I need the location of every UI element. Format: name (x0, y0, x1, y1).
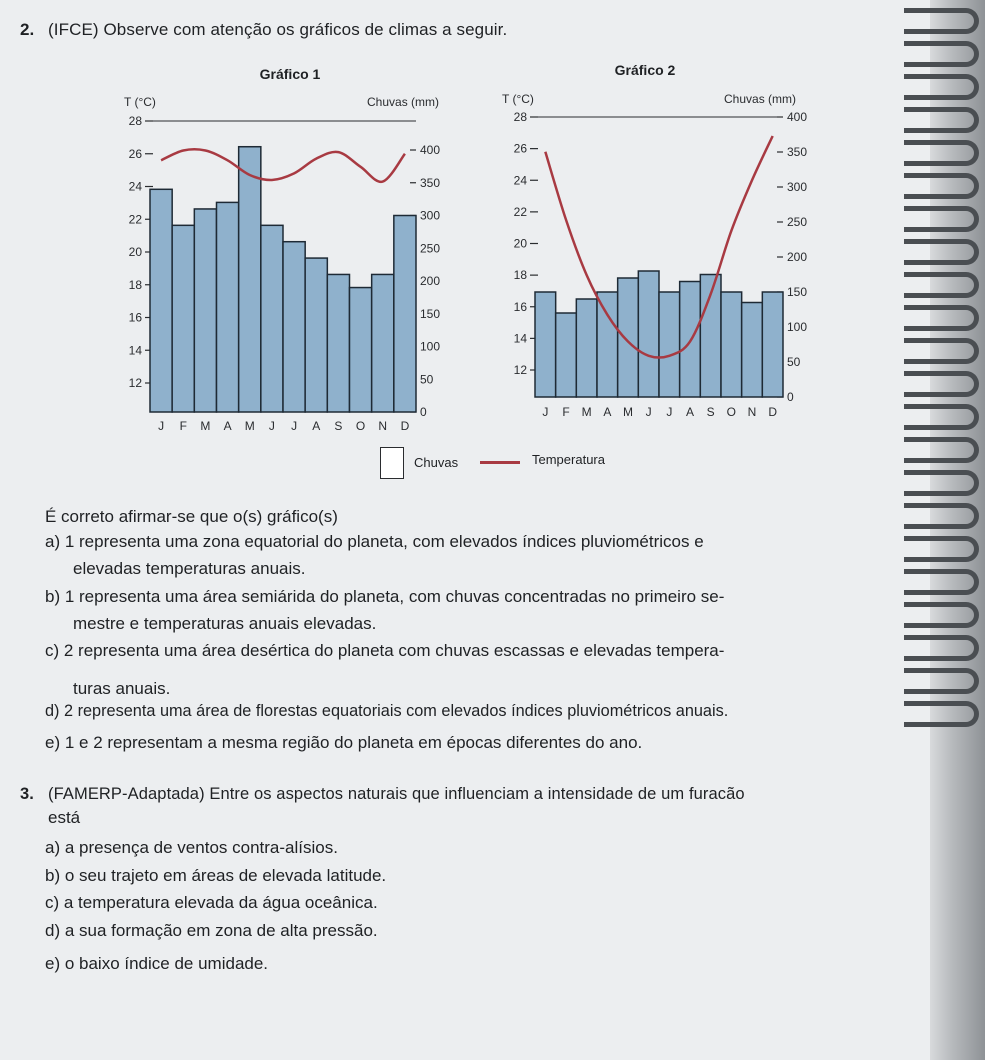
bar-chuvas (535, 292, 556, 397)
x-tick-label: M (581, 405, 592, 419)
y-right-tick-label: 50 (787, 355, 801, 369)
q2-option-b-cont: mestre e temperaturas anuais elevadas. (73, 614, 377, 633)
y-right-tick-label: 400 (420, 143, 441, 157)
spiral-ring (904, 206, 979, 232)
y-right-tick-label: 150 (787, 285, 808, 299)
q2-option-e: e) 1 e 2 representam a mesma região do planeta em épocas diferentes do ano. (45, 733, 643, 752)
bar-chuvas (597, 292, 618, 397)
y-left-axis-label: T (°C) (502, 92, 534, 106)
question-3-heading (20, 785, 745, 804)
question-number: 2. (20, 20, 35, 39)
y-left-tick-label: 24 (513, 173, 527, 188)
legend-line-label: Temperatura (532, 452, 605, 467)
bar-chuvas (721, 292, 742, 397)
spiral-ring (904, 635, 979, 661)
bar-chuvas (261, 225, 283, 412)
y-left-tick-label: 26 (128, 146, 142, 161)
y-left-tick-label: 22 (128, 212, 142, 227)
spiral-ring (904, 668, 979, 694)
y-right-tick-label: 50 (420, 372, 434, 387)
bar-chuvas (194, 209, 216, 412)
y-left-tick-label: 20 (128, 245, 142, 259)
question-2-heading (20, 20, 507, 40)
x-tick-label: O (355, 419, 366, 433)
chart-1-title: Gráfico 1 (259, 66, 321, 82)
bar-chuvas (350, 288, 372, 412)
spiral-ring (904, 569, 979, 595)
bar-chuvas (283, 242, 305, 412)
bar-chuvas (742, 303, 763, 398)
y-right-tick-label: 250 (787, 215, 808, 229)
x-tick-label: J (542, 405, 549, 419)
x-tick-label: S (334, 419, 343, 433)
y-left-axis-label: T (°C) (124, 95, 156, 109)
bar-chuvas (150, 189, 172, 412)
spiral-ring (904, 173, 979, 199)
spiral-ring (904, 305, 979, 331)
bar-chuvas (305, 258, 327, 412)
q2-stem: É correto afirmar-se que o(s) gráfico(s) (45, 507, 338, 526)
y-left-tick-label: 14 (513, 331, 527, 346)
legend-bar-label: Chuvas (414, 455, 459, 470)
q2-option-a: a) 1 representa uma zona equatorial do planeta, com elevados índices pluviométricos e (45, 532, 704, 551)
spiral-ring (904, 602, 979, 628)
y-right-tick-label: 300 (420, 208, 441, 223)
spiral-ring (904, 272, 979, 298)
bar-chuvas (638, 271, 659, 397)
q2-option-c: c) 2 representa uma área desértica do planeta com chuvas escassas e elevadas tempera- (45, 641, 725, 660)
spiral-ring (904, 338, 979, 364)
bar-chuvas (239, 147, 261, 412)
y-left-tick-label: 12 (128, 376, 142, 390)
spiral-ring (904, 41, 979, 67)
q3-option-c: c) a temperatura elevada da água oceânica. (45, 893, 378, 912)
y-right-tick-label: 150 (420, 306, 441, 321)
x-tick-label: J (645, 405, 652, 419)
x-tick-label: J (291, 419, 298, 433)
x-tick-label: F (179, 419, 187, 433)
y-left-tick-label: 16 (513, 299, 527, 314)
x-tick-label: F (562, 405, 570, 419)
y-right-tick-label: 100 (420, 339, 441, 354)
spiral-ring (904, 437, 979, 463)
q2-option-a-cont: elevadas temperaturas anuais. (73, 559, 306, 578)
y-right-tick-label: 100 (787, 320, 808, 334)
bar-chuvas (576, 299, 597, 397)
q2-option-d: d) 2 representa uma área de florestas equatoriais com elevados índices pluviométricos anuais. (45, 702, 729, 720)
q3-option-a: a) a presença de ventos contra-alísios. (45, 838, 338, 857)
spiral-ring (904, 536, 979, 562)
x-tick-label: M (200, 419, 211, 433)
y-left-tick-label: 26 (513, 141, 527, 156)
bar-chuvas (556, 313, 577, 397)
y-right-tick-label: 250 (420, 241, 441, 256)
x-tick-label: A (312, 419, 321, 433)
q2-option-b: b) 1 representa uma área semiárida do planeta, com chuvas concentradas no primeiro se- (45, 587, 725, 606)
y-right-axis-label: Chuvas (mm) (724, 92, 797, 106)
bar-chuvas (172, 225, 194, 412)
y-right-tick-label: 200 (420, 274, 441, 288)
y-left-tick-label: 28 (513, 110, 527, 124)
x-tick-label: J (666, 405, 673, 419)
y-right-tick-label: 0 (787, 390, 794, 404)
x-tick-label: J (158, 419, 165, 433)
y-left-tick-label: 16 (128, 310, 142, 325)
q3-option-d: d) a sua formação em zona de alta pressão. (45, 921, 378, 940)
y-left-tick-label: 22 (513, 204, 527, 219)
bar-chuvas (680, 282, 701, 398)
y-left-tick-label: 28 (128, 114, 142, 128)
line-temperatura (161, 149, 405, 182)
x-tick-label: S (706, 405, 715, 419)
x-tick-label: M (623, 405, 633, 419)
q3-option-e: e) o baixo índice de umidade. (45, 954, 269, 973)
spiral-ring (904, 371, 979, 397)
q2-option-c-cont: turas anuais. (73, 679, 171, 698)
x-tick-label: D (768, 405, 778, 419)
chart-2-title: Gráfico 2 (614, 62, 676, 78)
legend-bar-swatch (380, 447, 404, 479)
y-right-tick-label: 400 (787, 110, 808, 124)
question-text: (FAMERP-Adaptada) Entre os aspectos naturais que influenciam a intensidade de um furacão (48, 785, 745, 803)
question-text: (IFCE) Observe com atenção os gráficos de climas a seguir. (48, 20, 508, 39)
bar-chuvas (217, 202, 239, 412)
bar-chuvas (659, 292, 680, 397)
x-tick-label: N (747, 405, 757, 419)
x-tick-label: A (685, 405, 695, 419)
x-tick-label: D (400, 419, 410, 433)
y-left-tick-label: 18 (513, 268, 527, 283)
x-tick-label: O (726, 405, 737, 419)
bar-chuvas (372, 274, 394, 412)
y-right-tick-label: 0 (420, 405, 427, 419)
x-tick-label: N (378, 419, 388, 433)
x-tick-label: J (268, 419, 275, 433)
spiral-ring (904, 503, 979, 529)
spiral-ring (904, 470, 979, 496)
spiral-ring (904, 74, 979, 100)
x-tick-label: A (223, 419, 232, 433)
bar-chuvas (327, 274, 349, 412)
x-tick-label: A (603, 405, 612, 419)
y-right-tick-label: 300 (787, 180, 808, 194)
y-right-tick-label: 200 (787, 250, 808, 264)
bar-chuvas (394, 216, 416, 413)
spiral-ring (904, 701, 979, 727)
y-left-tick-label: 18 (128, 277, 142, 292)
y-right-tick-label: 350 (420, 175, 441, 190)
x-tick-label: M (244, 419, 255, 433)
bar-chuvas (762, 292, 783, 397)
bar-chuvas (618, 278, 639, 397)
y-left-tick-label: 12 (513, 363, 527, 377)
spiral-ring (904, 8, 979, 34)
q3-option-b: b) o seu trajeto em áreas de elevada latitude. (45, 866, 387, 885)
y-left-tick-label: 24 (128, 179, 142, 194)
spiral-ring (904, 107, 979, 133)
legend-line-swatch (480, 461, 520, 464)
question-number: 3. (20, 785, 34, 803)
bar-chuvas (700, 275, 721, 398)
y-left-tick-label: 14 (128, 343, 142, 358)
y-right-tick-label: 350 (787, 145, 808, 159)
line-temperatura (545, 136, 772, 358)
spiral-ring (904, 239, 979, 265)
y-left-tick-label: 20 (513, 236, 527, 251)
spiral-ring (904, 140, 979, 166)
y-right-axis-label: Chuvas (mm) (367, 95, 440, 109)
spiral-ring (904, 404, 979, 430)
q3-text-cont: está (48, 808, 81, 827)
